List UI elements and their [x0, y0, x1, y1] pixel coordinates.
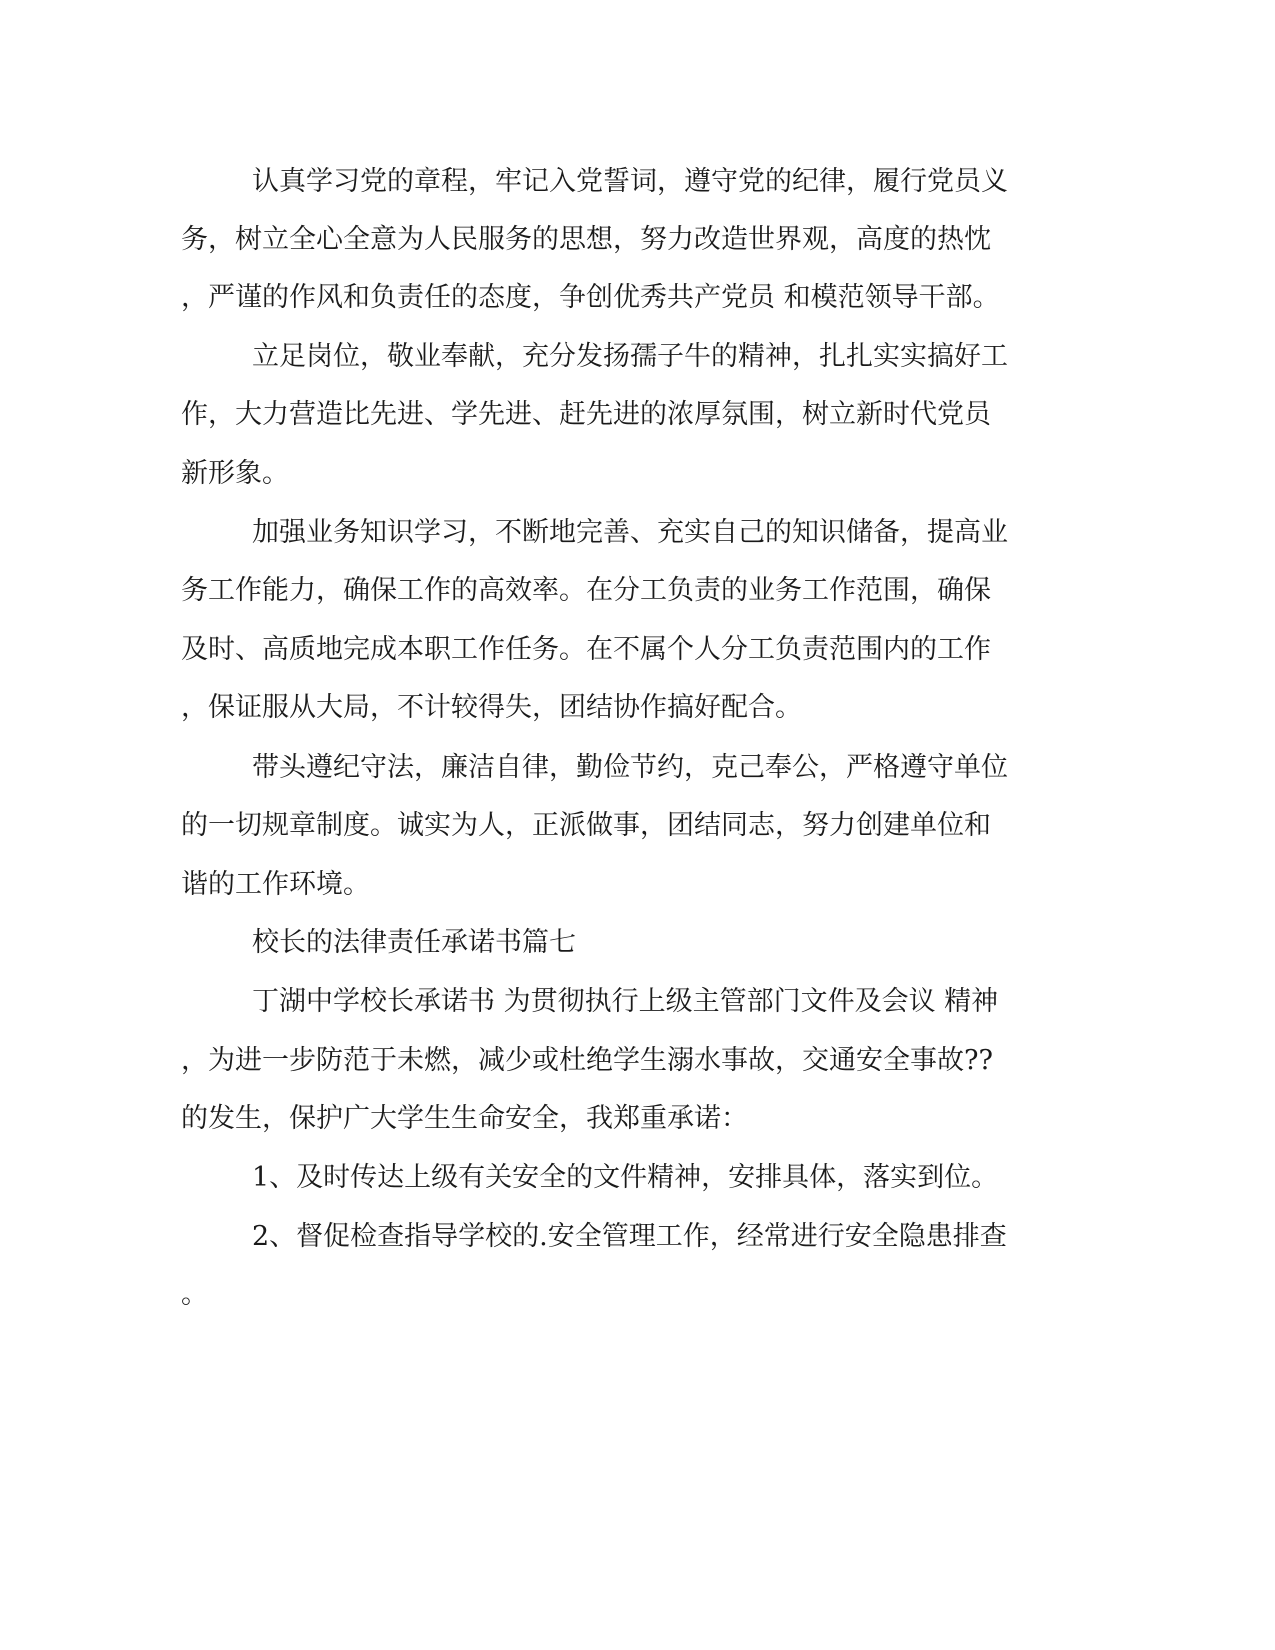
text-line: ，保证服从大局，不计较得失，团结协作搞好配合。 — [181, 692, 802, 723]
text-line: 作，大力营造比先进、学先进、赶先进的浓厚氛围，树立新时代党员 — [181, 399, 991, 430]
text-line: 丁湖中学校长承诺书 为贯彻执行上级主管部门文件及会议 精神 — [252, 986, 999, 1017]
text-line: 带头遵纪守法，廉洁自律，勤俭节约，克己奉公，严格遵守单位 — [252, 752, 1008, 783]
text-line: 谐的工作环境。 — [181, 869, 370, 900]
text-line: 新形象。 — [181, 458, 289, 489]
text-line: 认真学习党的章程，牢记入党誓词，遵守党的纪律，履行党员义 — [252, 166, 1008, 197]
text-line: 立足岗位，敬业奉献，充分发扬孺子牛的精神，扎扎实实搞好工 — [252, 341, 1008, 372]
text-line: ，为进一步防范于未燃，减少或杜绝学生溺水事故，交通安全事故?? — [181, 1045, 993, 1076]
text-line: 加强业务知识学习，不断地完善、充实自己的知识储备，提高业 — [252, 517, 1008, 548]
section-heading: 校长的法律责任承诺书篇七 — [252, 927, 576, 958]
text-line: 及时、高质地完成本职工作任务。在不属个人分工负责范围内的工作 — [181, 634, 991, 665]
list-item: 2、督促检查指导学校的.安全管理工作，经常进行安全隐患排查 — [252, 1221, 1007, 1252]
text-line: 务工作能力，确保工作的高效率。在分工负责的业务工作范围，确保 — [181, 575, 991, 606]
text-line: 务，树立全心全意为人民服务的思想，努力改造世界观，高度的热忱 — [181, 224, 991, 255]
text-line: 。 — [181, 1279, 208, 1310]
list-item: 1、及时传达上级有关安全的文件精神，安排具体，落实到位。 — [252, 1162, 999, 1193]
text-line: 的一切规章制度。诚实为人，正派做事，团结同志，努力创建单位和 — [181, 810, 991, 841]
text-line: 的发生，保护广大学生生命安全，我郑重承诺： — [181, 1103, 748, 1134]
text-line: ，严谨的作风和负责任的态度，争创优秀共产党员 和模范领导干部。 — [181, 282, 1000, 313]
